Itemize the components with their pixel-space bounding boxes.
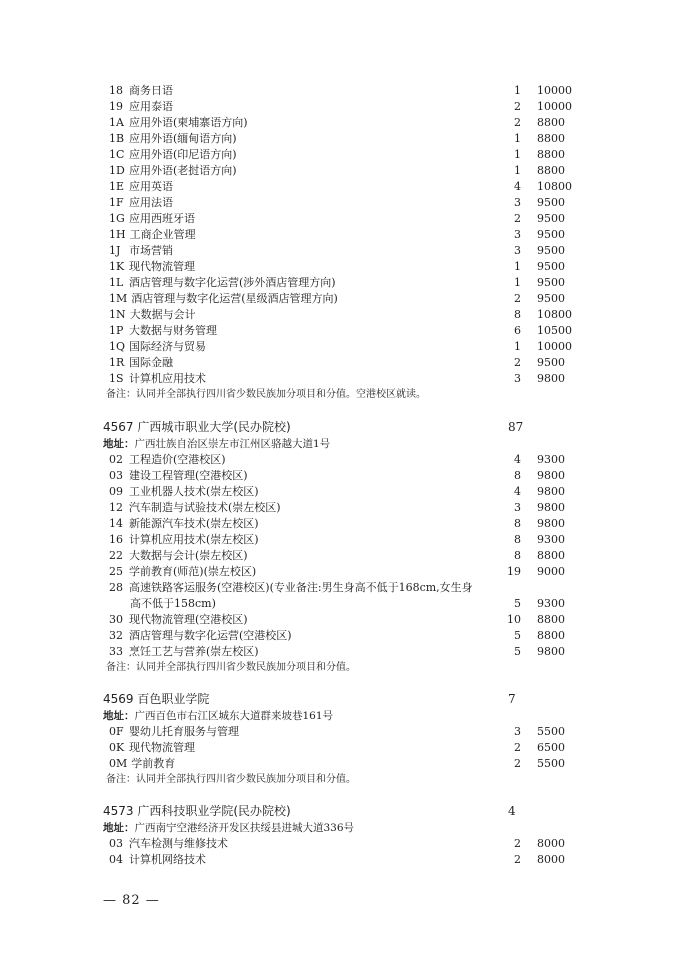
major-code: 33	[109, 645, 123, 658]
major-fee: 8800	[537, 629, 565, 642]
major-name: 应用外语(缅甸语方向)	[129, 132, 237, 145]
major-fee: 9800	[537, 485, 565, 498]
major-name: 学前教育	[131, 757, 176, 770]
major-count: 10	[507, 613, 521, 626]
major-row	[0, 323, 680, 339]
major-name: 计算机应用技术(崇左校区)	[129, 533, 259, 546]
major-code: 1F	[109, 196, 124, 209]
major-code: 1C	[109, 148, 125, 161]
major-code: 1K	[109, 260, 125, 273]
major-name: 烹饪工艺与营养(崇左校区)	[129, 645, 259, 658]
major-code: 18	[109, 84, 123, 97]
major-fee: 6500	[537, 741, 565, 754]
note-text: 备注：认同并全部执行四川省少数民族加分项目和分值。	[106, 662, 356, 673]
major-name: 学前教育(师范)(崇左校区)	[129, 565, 257, 578]
major-fee: 8800	[537, 613, 565, 626]
major-row	[0, 852, 680, 868]
major-name: 大数据与会计(崇左校区)	[129, 549, 248, 562]
major-row	[0, 131, 680, 147]
major-name: 商务日语	[129, 84, 173, 97]
major-fee: 9800	[537, 645, 565, 658]
major-row-continuation	[0, 596, 680, 612]
major-row	[0, 179, 680, 195]
major-count: 5	[514, 597, 521, 610]
major-fee: 10000	[537, 84, 572, 97]
major-name: 现代物流管理(空港校区)	[129, 613, 248, 626]
major-name: 酒店管理与数字化运营(空港校区)	[129, 629, 292, 642]
school-title: 4573 广西科技职业学院(民办院校)	[103, 804, 291, 818]
major-count: 2	[514, 837, 521, 850]
major-count: 3	[514, 196, 521, 209]
major-name: 大数据与会计	[129, 308, 196, 321]
major-name: 计算机应用技术	[129, 372, 206, 385]
major-fee: 8800	[537, 549, 565, 562]
major-name: 应用外语(柬埔寨语方向)	[129, 116, 248, 129]
major-name: 计算机网络技术	[129, 853, 206, 866]
address-text: 广西南宁空港经济开发区扶绥县进城大道336号	[134, 822, 355, 834]
major-code: 09	[109, 485, 123, 498]
major-name: 婴幼儿托育服务与管理	[129, 725, 239, 738]
major-fee: 9800	[537, 517, 565, 530]
major-fee: 9500	[537, 196, 565, 209]
address-text: 广西壮族自治区崇左市江州区骆越大道1号	[134, 438, 331, 450]
major-name: 现代物流管理	[129, 741, 195, 754]
major-name: 国际经济与贸易	[129, 340, 207, 353]
major-fee: 8800	[537, 164, 565, 177]
major-count: 3	[514, 244, 521, 257]
major-code: 0F	[109, 725, 124, 738]
major-count: 8	[514, 549, 521, 562]
major-count: 19	[507, 565, 521, 578]
major-code: 1S	[109, 372, 124, 385]
major-count: 2	[514, 116, 521, 129]
major-fee: 10800	[537, 308, 572, 321]
school-address	[103, 820, 354, 836]
major-code: 1M	[109, 292, 128, 305]
major-fee: 9500	[537, 260, 565, 273]
major-fee: 10000	[537, 340, 572, 353]
major-code: 1Q	[109, 340, 126, 353]
major-fee: 9500	[537, 228, 565, 241]
major-fee: 8000	[537, 837, 565, 850]
major-code: 1R	[109, 356, 125, 369]
major-row	[0, 724, 680, 740]
major-name: 工商企业管理	[129, 228, 196, 241]
major-row	[0, 564, 680, 580]
major-fee: 10500	[537, 324, 572, 337]
major-count: 1	[514, 340, 521, 353]
major-row	[0, 243, 680, 259]
major-count: 3	[514, 501, 521, 514]
major-fee: 9800	[537, 501, 565, 514]
major-code: 19	[109, 100, 123, 113]
major-count: 2	[514, 212, 521, 225]
major-fee: 9800	[537, 372, 565, 385]
major-row	[0, 339, 680, 355]
major-row	[0, 355, 680, 371]
major-row-multiline	[0, 580, 680, 596]
major-fee: 9500	[537, 356, 565, 369]
major-name: 大数据与财务管理	[129, 324, 217, 337]
major-row	[0, 484, 680, 500]
major-row	[0, 644, 680, 660]
major-name: 市场营销	[129, 244, 173, 257]
major-count: 3	[514, 228, 521, 241]
major-name: 应用泰语	[129, 100, 173, 113]
major-count: 2	[514, 853, 521, 866]
major-fee: 8000	[537, 853, 565, 866]
major-name: 应用外语(老挝语方向)	[129, 164, 237, 177]
major-row	[0, 291, 680, 307]
address-text: 广西百色市右江区城东大道群来坡巷161号	[134, 710, 334, 722]
major-count: 1	[514, 148, 521, 161]
major-code: 25	[109, 565, 123, 578]
major-row	[0, 99, 680, 115]
major-count: 8	[514, 308, 521, 321]
major-code: 0M	[109, 757, 128, 770]
school-header	[0, 802, 680, 820]
major-row	[0, 371, 680, 387]
major-row	[0, 227, 680, 243]
major-row	[0, 195, 680, 211]
major-row	[0, 147, 680, 163]
school-title: 4567 广西城市职业大学(民办院校)	[103, 420, 291, 434]
major-fee: 5500	[537, 725, 565, 738]
major-row	[0, 628, 680, 644]
note	[0, 772, 680, 788]
major-code: 22	[109, 549, 123, 562]
major-count: 3	[514, 372, 521, 385]
major-count: 1	[514, 164, 521, 177]
major-name-line2: 高不低于158cm)	[130, 597, 216, 610]
major-count: 8	[514, 517, 521, 530]
major-count: 3	[514, 725, 521, 738]
major-fee: 9500	[537, 292, 565, 305]
major-code: 1L	[109, 276, 124, 289]
major-name: 酒店管理与数字化运营(星级酒店管理方向)	[131, 292, 338, 305]
major-name: 工程造价(空港校区)	[129, 453, 226, 466]
major-name-line1: 高速铁路客运服务(空港校区)(专业备注:男生身高不低于168cm,女生身	[129, 581, 473, 594]
major-fee: 9300	[537, 533, 565, 546]
major-code: 1D	[109, 164, 125, 177]
major-row	[0, 211, 680, 227]
major-row	[0, 275, 680, 291]
major-code: 1J	[109, 244, 121, 257]
major-name: 建设工程管理(空港校区)	[129, 469, 248, 482]
school-header	[0, 690, 680, 708]
major-count: 6	[514, 324, 521, 337]
school-title: 4569 百色职业学院	[103, 692, 210, 706]
address-label: 地址：	[103, 822, 135, 834]
major-fee: 9300	[537, 453, 565, 466]
major-row	[0, 516, 680, 532]
major-name: 工业机器人技术(崇左校区)	[129, 485, 259, 498]
major-name: 应用法语	[129, 196, 173, 209]
major-fee: 9500	[537, 212, 565, 225]
major-code: 0K	[109, 741, 125, 754]
major-code: 1H	[109, 228, 126, 241]
major-count: 2	[514, 100, 521, 113]
major-count: 1	[514, 84, 521, 97]
school-header	[0, 418, 680, 436]
address-label: 地址：	[103, 438, 135, 450]
note	[0, 387, 680, 403]
major-count: 8	[514, 469, 521, 482]
major-row	[0, 532, 680, 548]
major-row	[0, 307, 680, 323]
major-count: 2	[514, 741, 521, 754]
school-total: 7	[508, 692, 516, 706]
address-label: 地址：	[103, 710, 135, 722]
major-code: 16	[109, 533, 123, 546]
major-count: 4	[514, 485, 521, 498]
major-fee: 9300	[537, 597, 565, 610]
major-count: 4	[514, 180, 521, 193]
school-address	[103, 436, 330, 452]
major-name: 酒店管理与数字化运营(涉外酒店管理方向)	[129, 276, 336, 289]
major-name: 现代物流管理	[129, 260, 195, 273]
major-row	[0, 612, 680, 628]
major-name: 汽车制造与试验技术(崇左校区)	[129, 501, 281, 514]
major-count: 1	[514, 276, 521, 289]
major-count: 2	[514, 292, 521, 305]
major-row	[0, 83, 680, 99]
major-fee: 9500	[537, 276, 565, 289]
major-code: 30	[109, 613, 123, 626]
major-count: 5	[514, 629, 521, 642]
major-row	[0, 836, 680, 852]
note-text: 备注：认同并全部执行四川省少数民族加分项目和分值。	[106, 774, 356, 785]
major-code: 1G	[109, 212, 125, 225]
major-name: 应用西班牙语	[129, 212, 195, 225]
school-total: 4	[508, 804, 516, 818]
major-fee: 8800	[537, 148, 565, 161]
school-total: 87	[508, 420, 524, 434]
major-row	[0, 548, 680, 564]
major-name: 国际金融	[129, 356, 173, 369]
major-code: 02	[109, 453, 123, 466]
major-row	[0, 756, 680, 772]
major-count: 2	[514, 757, 521, 770]
major-row	[0, 452, 680, 468]
major-row	[0, 259, 680, 275]
major-code: 1P	[109, 324, 124, 337]
major-fee: 8800	[537, 132, 565, 145]
major-count: 1	[514, 260, 521, 273]
major-name: 汽车检测与维修技术	[129, 837, 228, 850]
major-fee: 10000	[537, 100, 572, 113]
page-number: — 82 —	[103, 893, 160, 908]
major-name: 应用英语	[129, 180, 173, 193]
major-code: 1A	[109, 116, 124, 129]
major-count: 2	[514, 356, 521, 369]
major-fee: 10800	[537, 180, 572, 193]
major-code: 32	[109, 629, 123, 642]
major-row	[0, 163, 680, 179]
major-code: 1E	[109, 180, 125, 193]
major-code: 28	[109, 581, 123, 594]
major-code: 03	[109, 837, 123, 850]
major-count: 5	[514, 645, 521, 658]
major-name: 应用外语(印尼语方向)	[129, 148, 237, 161]
school-address	[103, 708, 333, 724]
major-code: 14	[109, 517, 123, 530]
major-fee: 9800	[537, 469, 565, 482]
major-code: 1B	[109, 132, 125, 145]
major-count: 4	[514, 453, 521, 466]
major-count: 8	[514, 533, 521, 546]
major-code: 1N	[109, 308, 126, 321]
major-name: 新能源汽车技术(崇左校区)	[129, 517, 259, 530]
major-row	[0, 468, 680, 484]
major-code: 03	[109, 469, 123, 482]
major-row	[0, 115, 680, 131]
note	[0, 660, 680, 676]
major-fee: 8800	[537, 116, 565, 129]
major-row	[0, 500, 680, 516]
major-code: 04	[109, 853, 123, 866]
major-fee: 5500	[537, 757, 565, 770]
major-fee: 9500	[537, 244, 565, 257]
major-code: 12	[109, 501, 123, 514]
major-row	[0, 740, 680, 756]
major-count: 1	[514, 132, 521, 145]
note-text: 备注：认同并全部执行四川省少数民族加分项目和分值。空港校区就读。	[106, 389, 426, 400]
major-fee: 9000	[537, 565, 565, 578]
